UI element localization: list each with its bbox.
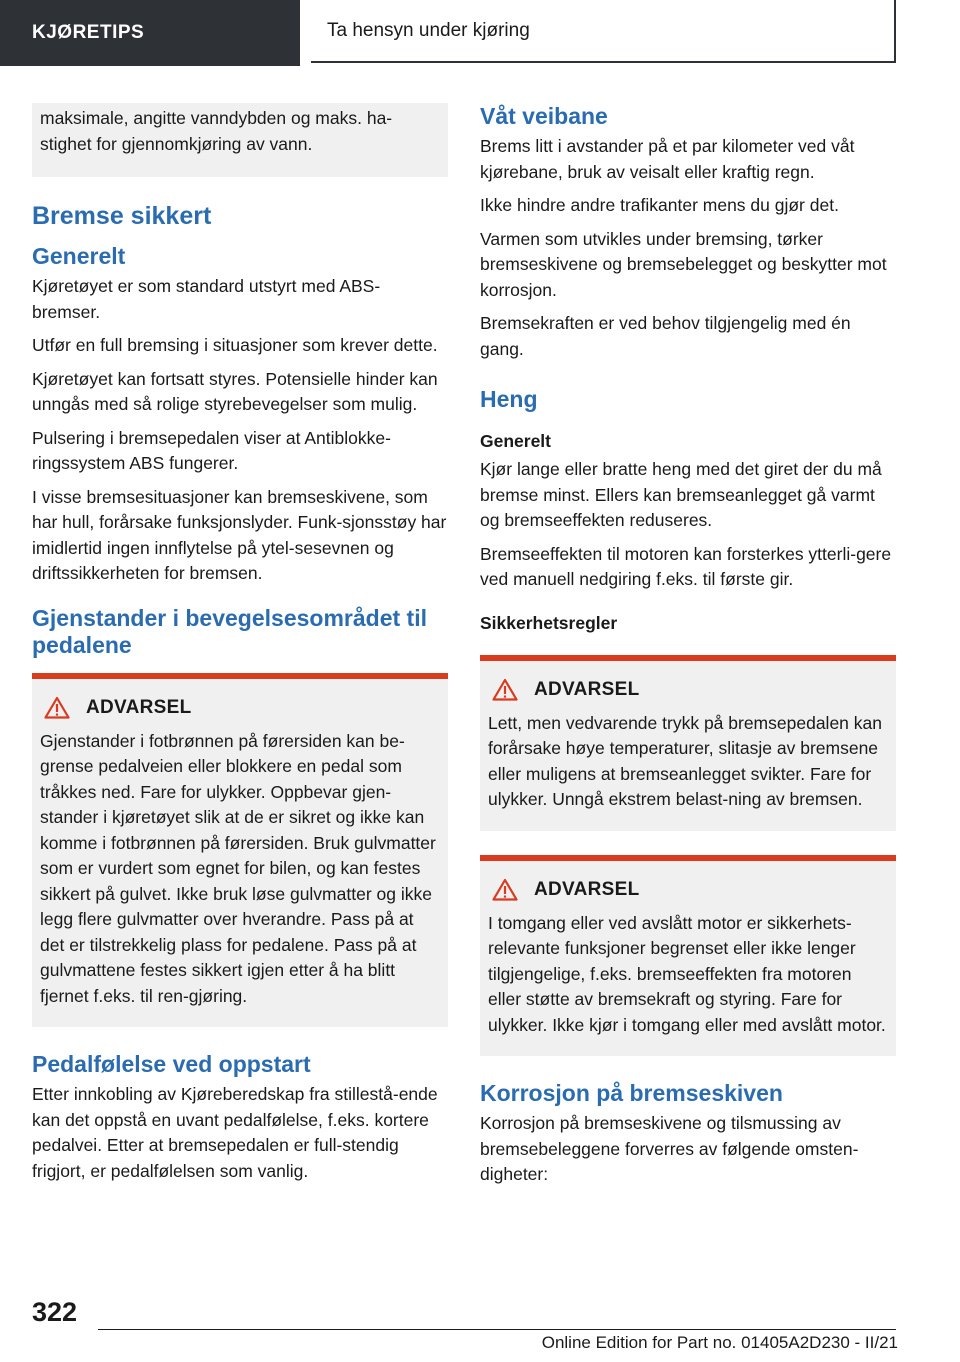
warning-triangle-icon [488,878,534,901]
right-column [480,103,896,1196]
corrosion-heading: Korrosjon på bremseskiven [480,1080,783,1106]
warning-triangle-icon [40,696,86,719]
paragraph: Kjøretøyet kan fortsatt styres. Potensielle hinder kan unngås med så rolige styrebevegelser som mulig. [32,368,438,414]
warning-header [488,877,888,903]
paragraph: Utfør en full bremsing i situasjoner som krever dette. [32,335,438,355]
warning-label: ADVARSEL [86,696,192,718]
objects-heading: Gjenstander i bevegelsesområdet til pedalene [32,604,427,658]
warning-label: ADVARSEL [534,678,640,700]
warning-triangle-icon [488,678,534,701]
warning-box [480,655,896,831]
paragraph: Bremsekraften er ved behov tilgjengelig med én gang. [480,313,851,359]
warning-header [40,695,440,721]
chapter-header [311,0,896,63]
general-heading: Generelt [32,243,126,269]
edition-note: Online Edition for Part no. 01405A2D230 - II/21 [541,1333,898,1352]
slope-heading: Heng [480,386,538,412]
warning-text: Gjenstander i fotbrønnen på førersiden kan be-grense pedalveien eller blokkere en pedal som tråkkes ned. Fare for ulykker. Oppbevar gjen-stander i kjøretøyet slik at de er sikret og ikke kan komme i fotbrønnen på førersiden. Bruk gulvmatter som er vurdert som egnet for bilen, og kan festes sikkert på gulvet. Ikke bruk løse gulvmatter og ikke legg flere gulvmatter over hverandre. Pass på at det er tilstrekkelig plass for pedalene. Pass på at gulvmattene festes sikkert igjen etter å ha blitt fjernet f.eks. til ren-gjøring. [40,730,436,1006]
footer-divider [98,1329,896,1330]
brake-heading: Bremse sikkert [32,202,212,230]
safety-heading: Sikkerhetsregler [480,612,618,633]
left-column [32,103,448,1192]
warning-header [488,677,888,703]
continued-text: maksimale, angitte vanndybden og maks. ha-stighet for gjennomkjøring av vann. [40,108,393,154]
paragraph: Pulsering i bremsepedalen viser at Antiblokke-ringssystem ABS fungerer. [32,427,391,473]
pedal-heading: Pedalfølelse ved oppstart [32,1051,311,1077]
warning-text: Lett, men vedvarende trykk på bremsepedalen kan forårsake høye temperaturer, slitasje av bremsene eller muligens at bremseanlegget svikter. Fare for ulykker. Unngå ekstrem belast-ning av bremsen. [488,712,882,809]
paragraph: Ikke hindre andre trafikanter mens du gjør det. [480,195,839,215]
paragraph: I visse bremsesituasjoner kan bremseskivene, som har hull, forårsake funksjonslyder. Funk-sjonsstøy har imidlertid ingen innflytelse på ytel-sesevnen og driftssikkerheten for bremsen. [32,486,447,583]
warning-box [480,855,896,1057]
slope-general-heading: Generelt [480,431,551,451]
continued-note-box [32,103,448,177]
chapter-title: Ta hensyn under kjøring [327,19,530,41]
paragraph: Varmen som utvikles under bremsing, tørker bremseskivene og bremsebelegget og beskytter mot korrosjon. [480,228,887,300]
wet-road-heading: Våt veibane [480,103,608,129]
section-title: KJØRETIPS [32,22,145,43]
paragraph: Etter innkobling av Kjøreberedskap fra stillestå-ende kan det oppstå en uvant pedalfølelse, f.eks. kortere pedalvei. Etter at bremsepedalen er full-stendig frigjort, er pedalfølelsen som vanlig. [32,1084,438,1181]
warning-text: I tomgang eller ved avslått motor er sikkerhets-relevante funksjoner begrenset eller ikke lenger tilgjengelige, f.eks. bremseeffekten fra motoren eller støtte av bremsekraft og styring. Fare for ulykker. Ikke kjør i tomgang eller med avslått motor. [488,912,886,1035]
warning-label: ADVARSEL [534,878,640,900]
page-number: 322 [32,1297,78,1327]
paragraph: Bremseeffekten til motoren kan forsterkes ytterli-gere ved manuell nedgiring f.eks. til første gir. [480,543,892,589]
paragraph: Korrosjon på bremseskivene og tilsmussing av bremsebeleggene forverres av følgende omsten-digheter: [480,1113,859,1184]
paragraph: Kjøretøyet er som standard utstyrt med ABS-bremser. [32,276,381,322]
section-tab [0,0,300,66]
warning-box [32,673,448,1028]
paragraph: Brems litt i avstander på et par kilometer ved våt kjørebane, bruk av veisalt eller kraftig regn. [480,136,855,182]
paragraph: Kjør lange eller bratte heng med det giret der du må bremse minst. Ellers kan bremseanlegget gå varmt og bremseeffekten reduseres. [480,459,882,530]
